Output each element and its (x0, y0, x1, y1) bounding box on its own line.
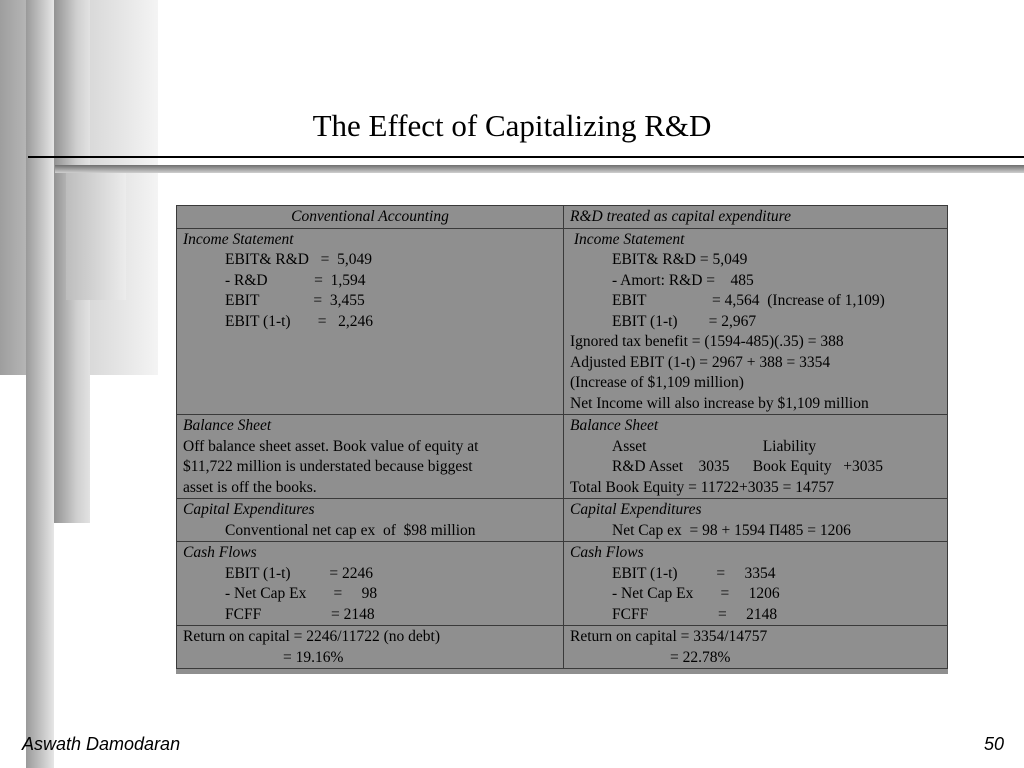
line-item: R&D Asset 3035 Book Equity +3035 (612, 458, 883, 475)
page-number: 50 (983, 734, 1004, 754)
decorative-gradient-block (66, 170, 126, 300)
table-row (177, 499, 948, 542)
table-row (177, 626, 948, 669)
section-heading: Income Statement (183, 230, 294, 248)
note-line: Adjusted EBIT (1-t) = 2967 + 388 = 3354 (570, 353, 831, 371)
return-on-capital-conventional (177, 626, 564, 669)
line-item: EBIT (1-t) = 2,967 (612, 312, 757, 330)
line-item: Asset Liability (612, 437, 817, 455)
line-item: EBIT (1-t) = 3354 (612, 564, 776, 582)
line-item: Conventional net cap ex of $98 million (225, 521, 476, 539)
table-header-row (177, 206, 948, 229)
note-line: Ignored tax benefit = (1594-485)(.35) = 388 (570, 333, 844, 350)
text-line: $11,722 million is understated because biggest (183, 458, 473, 475)
comparison-table-container (176, 205, 948, 674)
table-row (177, 228, 948, 415)
income-statement-capitalized (564, 228, 948, 415)
section-heading: Balance Sheet (183, 417, 272, 434)
line-item: Net Cap ex = 98 + 1594 Π485 = 1206 (612, 521, 851, 539)
line-item: EBIT& R&D = 5,049 (612, 251, 748, 268)
column-header: R&D treated as capital expenditure (564, 206, 948, 229)
column-header: Conventional Accounting (177, 206, 564, 229)
line-item: - Net Cap Ex = 98 (225, 585, 378, 602)
balance-sheet-capitalized (564, 415, 948, 499)
text-line: Total Book Equity = 11722+3035 = 14757 (570, 478, 834, 496)
line-item: FCFF = 2148 (612, 605, 778, 623)
line-item: - Amort: R&D = 485 (612, 271, 754, 289)
line-item: EBIT& R&D = 5,049 (225, 251, 372, 268)
capex-conventional (177, 499, 564, 542)
text-line: Return on capital = 2246/11722 (no debt) (183, 628, 440, 645)
note-line: (Increase of $1,109 million) (570, 374, 744, 391)
line-item: - R&D = 1,594 (225, 271, 366, 289)
table-row (177, 542, 948, 626)
section-heading: Capital Expenditures (570, 501, 702, 518)
section-heading: Balance Sheet (570, 417, 659, 434)
line-item: EBIT (1-t) = 2246 (225, 564, 373, 582)
section-heading: Capital Expenditures (183, 501, 315, 518)
text-line: Off balance sheet asset. Book value of equity at (183, 437, 479, 455)
title-rule (28, 156, 1024, 158)
comparison-table (176, 205, 948, 669)
title-shadow-rule (55, 165, 1024, 173)
text-line: asset is off the books. (183, 478, 317, 496)
line-item: EBIT (1-t) = 2,246 (225, 312, 373, 330)
section-heading: Cash Flows (570, 544, 644, 561)
text-line: = 22.78% (670, 648, 731, 666)
table-row (177, 415, 948, 499)
section-heading: Income Statement (570, 230, 685, 248)
line-item: FCFF = 2148 (225, 605, 375, 623)
text-line: = 19.16% (283, 648, 344, 666)
return-on-capital-capitalized (564, 626, 948, 669)
income-statement-conventional (177, 228, 564, 415)
capex-capitalized (564, 499, 948, 542)
text-line: Return on capital = 3354/14757 (570, 628, 768, 645)
section-heading: Cash Flows (183, 544, 257, 561)
line-item: EBIT = 3,455 (225, 292, 365, 309)
slide-title: The Effect of Capitalizing R&D (312, 108, 712, 143)
cash-flows-conventional (177, 542, 564, 626)
cash-flows-capitalized (564, 542, 948, 626)
author-footer: Aswath Damodaran (22, 734, 181, 754)
line-item: EBIT = 4,564 (Increase of 1,109) (612, 292, 885, 309)
line-item: - Net Cap Ex = 1206 (612, 585, 780, 602)
balance-sheet-conventional (177, 415, 564, 499)
note-line: Net Income will also increase by $1,109 million (570, 394, 869, 412)
